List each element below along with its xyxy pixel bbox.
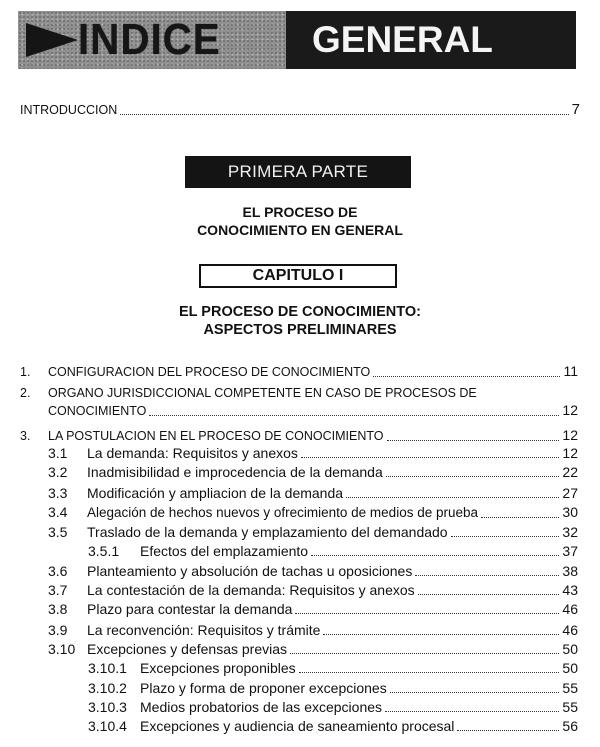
leader-dots <box>390 692 560 693</box>
leader-dots <box>387 440 560 441</box>
header-left-panel <box>18 11 286 69</box>
part-label-box <box>185 156 411 188</box>
toc-entry-title: Modificación y ampliacion de la demanda <box>87 485 344 501</box>
toc-entry[interactable] <box>48 621 578 639</box>
toc-entry[interactable] <box>88 679 578 697</box>
chapter-title-line2: ASPECTOS PRELIMINARES <box>203 322 397 338</box>
toc-entry[interactable] <box>88 717 578 735</box>
toc-entry[interactable] <box>48 523 578 541</box>
toc-entry-page: 46 <box>562 601 578 617</box>
toc-entry[interactable] <box>88 698 578 716</box>
toc-entry-page: 12 <box>562 445 578 461</box>
toc-entry-number: 1. <box>20 365 31 379</box>
arrow-icon <box>24 21 80 59</box>
toc-entry-number: 3.10.1 <box>88 660 127 676</box>
toc-entry-title: La reconvención: Requisitos y trámite <box>87 622 321 638</box>
toc-entry[interactable] <box>88 659 578 677</box>
toc-entry-number: 2. <box>20 386 31 400</box>
toc-entry-page: 11 <box>563 363 578 379</box>
toc-entry-title: Excepciones proponibles <box>140 660 296 676</box>
chapter-label: CAPITULO I <box>252 267 344 284</box>
leader-dots <box>385 711 559 712</box>
toc-entry-number: 3.8 <box>48 601 68 617</box>
leader-dots <box>457 730 559 731</box>
toc-entry-number: 3.9 <box>48 622 68 638</box>
leader-dots <box>120 114 568 115</box>
part-label: PRIMERA PARTE <box>227 162 369 181</box>
leader-dots <box>386 476 560 477</box>
toc-entry[interactable] <box>20 362 578 381</box>
toc-entry-number: 3.10.4 <box>88 718 127 734</box>
toc-entry-number: 3.2 <box>48 464 68 480</box>
leader-dots <box>301 457 560 458</box>
toc-entry-title-cont: CONOCIMIENTO <box>48 404 147 418</box>
toc-entry-number: 3.5.1 <box>88 543 120 559</box>
toc-entry-page: 55 <box>562 699 578 715</box>
toc-entry-page: 50 <box>562 660 578 676</box>
leader-dots <box>481 517 559 518</box>
toc-entry-title: Planteamiento y absolución de tachas u oposiciones <box>87 563 413 579</box>
toc-entry-title: Plazo para contestar la demanda <box>87 601 293 617</box>
toc-entry-title: Inadmisibilidad e improcedencia de la demanda <box>87 464 383 480</box>
leader-dots <box>451 536 560 537</box>
toc-entry-number: 3.1 <box>48 445 68 461</box>
leader-dots <box>290 653 559 654</box>
toc-intro-page: 7 <box>571 101 580 118</box>
toc-entry-number: 3.10.2 <box>88 680 127 696</box>
toc-entry-page: 50 <box>562 641 578 657</box>
toc-entry[interactable] <box>48 600 578 618</box>
toc-entry-page: 32 <box>562 524 578 540</box>
toc-entry[interactable] <box>48 581 578 599</box>
toc-entry-page: 22 <box>562 464 578 480</box>
part-title-line1: EL PROCESO DE <box>242 204 358 220</box>
chapter-label-box <box>199 264 397 288</box>
toc-entry-title: CONFIGURACION DEL PROCESO DE CONOCIMIENTO <box>48 365 371 379</box>
toc-entry-title: Excepciones y audiencia de saneamiento procesal <box>140 718 455 734</box>
leader-dots <box>311 555 559 556</box>
toc-entry-page: 38 <box>562 563 578 579</box>
toc-entry-continuation[interactable] <box>48 401 578 420</box>
toc-entry[interactable] <box>48 562 578 580</box>
toc-entry-page: 37 <box>562 543 578 559</box>
toc-entry[interactable] <box>48 503 578 522</box>
toc-entry[interactable] <box>20 426 578 445</box>
toc-entry-title: La demanda: Requisitos y anexos <box>87 445 298 461</box>
toc-entry-number: 3.4 <box>48 504 68 520</box>
toc-entry-title: La contestación de la demanda: Requisitos y anexos <box>87 582 415 598</box>
leader-dots <box>346 497 559 498</box>
toc-entry-title: Traslado de la demanda y emplazamiento del demandado <box>87 524 448 540</box>
toc-entry-title: Excepciones y defensas previas <box>87 641 287 657</box>
toc-entry-title: Alegación de hechos nuevos y ofrecimiento de medios de prueba <box>87 505 478 520</box>
toc-intro-title: INTRODUCCION <box>20 103 118 117</box>
leader-dots <box>295 613 559 614</box>
toc-entry-title: Medios probatorios de las excepciones <box>140 699 383 715</box>
toc-intro[interactable] <box>20 101 580 119</box>
toc-entry-number: 3.10.3 <box>88 699 127 715</box>
leader-dots <box>323 634 559 635</box>
chapter-title-line1: EL PROCESO DE CONOCIMIENTO: <box>179 304 421 320</box>
toc-entry-page: 55 <box>562 680 578 696</box>
leader-dots <box>299 672 560 673</box>
toc-entry-page: 12 <box>562 402 578 418</box>
toc-entry-page: 30 <box>562 504 578 520</box>
toc-entry-title: Efectos del emplazamiento <box>140 543 309 559</box>
toc-entry-title: LA POSTULACION EN EL PROCESO DE CONOCIMIENTO <box>48 429 384 443</box>
toc-entry[interactable] <box>88 542 578 560</box>
toc-entry-number: 3.7 <box>48 582 68 598</box>
toc-entry-number: 3.6 <box>48 563 68 579</box>
toc-entry-number: 3.5 <box>48 524 68 540</box>
toc-entry-page: 12 <box>562 427 578 443</box>
header-word-indice: INDICE <box>78 15 221 64</box>
toc-entry-number: 3.3 <box>48 485 68 501</box>
toc-entry[interactable] <box>20 384 560 402</box>
toc-entry[interactable] <box>48 484 578 502</box>
leader-dots <box>149 415 559 416</box>
toc-entry-title: ORGANO JURISDICCIONAL COMPETENTE EN CASO DE PROCESOS DE <box>48 386 477 400</box>
header-banner <box>18 11 576 69</box>
toc-entry[interactable] <box>48 640 578 658</box>
toc-entry-page: 46 <box>562 622 578 638</box>
toc-entry-number: 3.10 <box>48 641 76 657</box>
toc-entry[interactable] <box>48 444 578 462</box>
leader-dots <box>418 594 560 595</box>
leader-dots <box>415 575 559 576</box>
toc-entry-title: Plazo y forma de proponer excepciones <box>140 680 387 696</box>
toc-entry-page: 27 <box>562 485 578 501</box>
part-title-line2: CONOCIMIENTO EN GENERAL <box>197 222 403 238</box>
toc-entry-page: 43 <box>562 582 578 598</box>
toc-entry-page: 56 <box>562 718 578 734</box>
leader-dots <box>373 376 560 377</box>
toc-entry-number: 3. <box>20 429 31 443</box>
header-word-general: GENERAL <box>312 19 493 60</box>
toc-entry[interactable] <box>48 463 578 481</box>
